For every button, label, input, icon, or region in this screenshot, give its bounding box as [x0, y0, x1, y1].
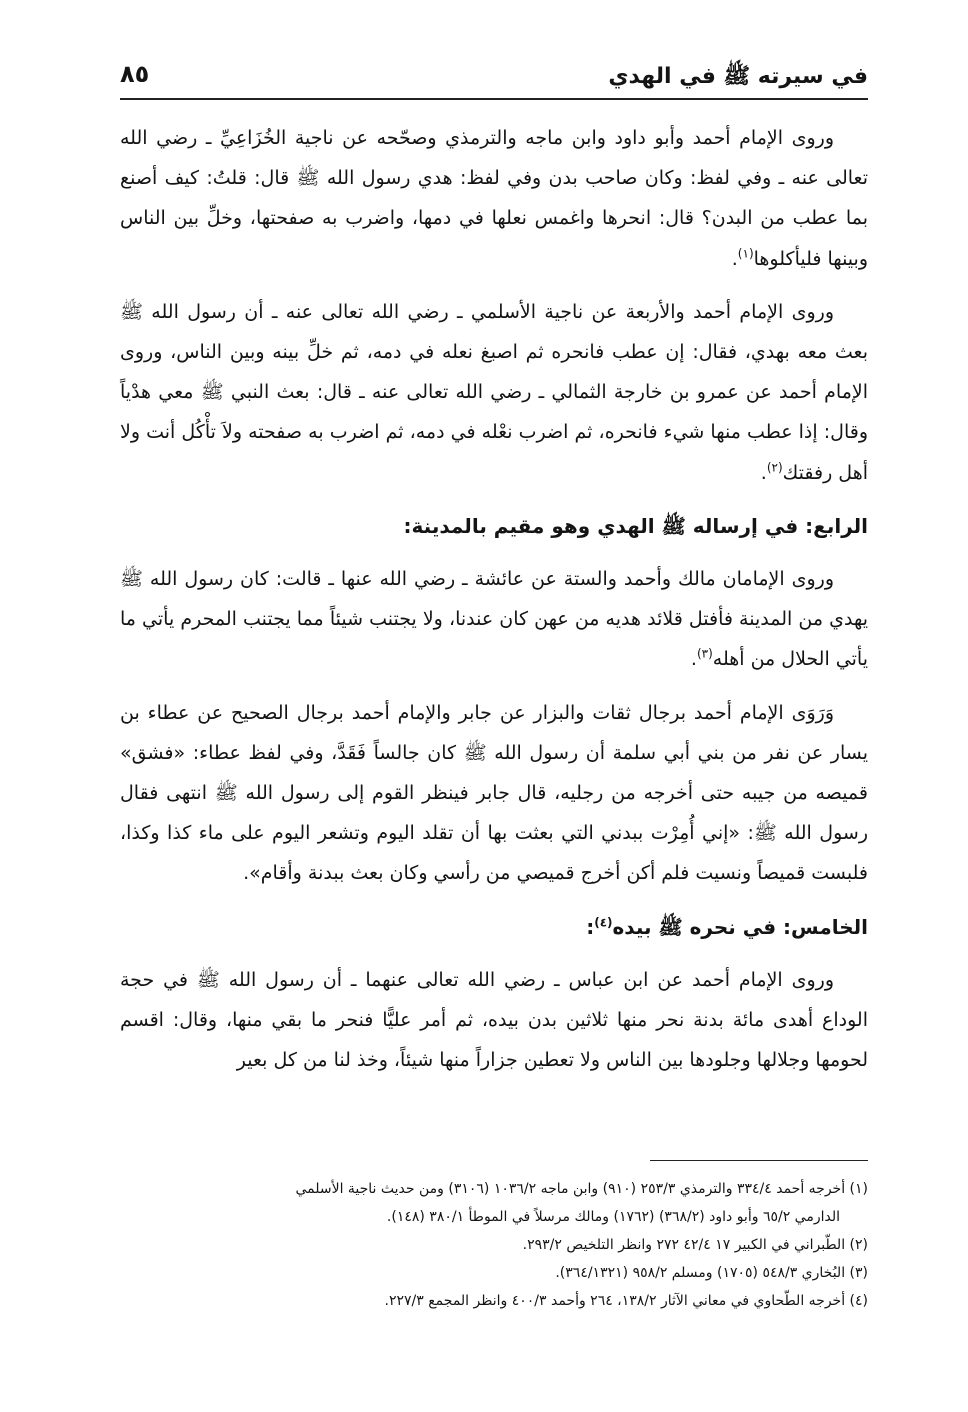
running-header — [120, 56, 868, 100]
paragraph-3-end: . — [690, 648, 697, 671]
paragraph-1-text: وروى الإمام أحمد وأبو داود وابن ماجه والترمذي وصحّحه عن ناجية الخُزَاعِيِّ ـ رضي الله تعالى عنه ـ وفي لفظ: وكان صاحب بدن وفي لفظ: هدي رسول الله ﷺ قال: قلتُ: كيف أصنع بما عطب من البدن؟ قال: انحرها واغمس نعلها في دمها، واضرب به صفحتها، وخلِّ بين الناس وبينها فليأكلوها — [120, 127, 868, 270]
footnote-1-continuation: الدارمي ٦٥/٢ وأبو داود (٣٦٨/٢) (١٧٦٢) ومالك مرسلاً في الموطأ ٣٨٠/١ (١٤٨). — [386, 1209, 840, 1225]
footnote-4: (٤) أخرجه الطّحاوي في معاني الآثار ١٣٨/٢، ٢٦٤ وأحمد ٤٠٠/٣ وانظر المجمع ٢٢٧/٣. — [384, 1293, 868, 1309]
footnotes — [120, 1175, 868, 1315]
paragraph-5-text: وروى الإمام أحمد عن ابن عباس ـ رضي الله تعالى عنهما ـ أن رسول الله ﷺ في حجة الوداع أهدى مائة بدنة نحر منها ثلاثين بدن بيده، ثم أمر عليًّا فنحر ما بقي منها، وقال: اقسم لحومها وجلالها وجلودها بين الناس ولا تعطين جزاراً منها شيئاً، وخذ لنا من كل بعير — [120, 968, 868, 1072]
main-text — [120, 118, 868, 1093]
footnote-ref-1: (١) — [737, 246, 754, 261]
section-heading-fourth: الرابع: في إرساله ﷺ الهدي وهو مقيم بالمدينة: — [403, 513, 868, 538]
paragraph-2-end: . — [760, 461, 767, 484]
paragraph-3 — [120, 559, 868, 680]
header-title: في سيرته ﷺ في الهدي — [608, 64, 868, 89]
header-rule — [120, 98, 868, 100]
page-number: ٨٥ — [120, 60, 150, 88]
footnote-ref-2: (٢) — [766, 460, 783, 475]
footnote-1: (١) أخرجه أحمد ٣٣٤/٤ والترمذي ٢٥٣/٣ (٩١٠) وابن ماجه ١٠٣٦/٢ (٣١٠٦) ومن حديث ناجية الأسلمي — [295, 1181, 868, 1197]
footnote-ref-4: (٤) — [594, 915, 613, 929]
section-heading-fifth — [120, 907, 868, 947]
paragraph-2 — [120, 292, 868, 493]
footnote-separator — [650, 1160, 868, 1161]
paragraph-1 — [120, 118, 868, 279]
paragraph-3-text: وروى الإمامان مالك وأحمد والستة عن عائشة ـ رضي الله عنها ـ قالت: كان رسول الله ﷺ يهدي من المدينة فأفتل قلائد هديه من عهن كان عندنا، ولا يجتنب شيئاً مما يجتنب المحرم يأتي ما يأتي الحلال من أهله — [120, 568, 868, 671]
footnote-ref-3: (٣) — [696, 647, 713, 662]
section-heading-fifth-end: : — [586, 914, 595, 939]
paragraph-4-text: وَرَوَى الإمام أحمد برجال ثقات والبزار عن جابر والإمام أحمد برجال الصحيح عن عطاء بن يسار عن نفر من بني أبي سلمة أن رسول الله ﷺ كان جالساً فَقَدَّ، وفي لفظ عطاء: «فشق» قميصه من جيبه حتى أخرجه من رجليه، قال جابر فينظر القوم إلى رسول الله ﷺ انتهى فقال رسول الله ﷺ: «إني أُمِرْت ببدني التي بعثت بها أن تقلد اليوم وتشعر اليوم على ماء كذا وكذا، فلبست قميصاً ونسيت فلم أكن أخرج قميصي من رأسي وكان بعث ببدنة وأقام». — [120, 701, 868, 885]
paragraph-4 — [120, 693, 868, 894]
paragraph-2-text: وروى الإمام أحمد والأربعة عن ناجية الأسلمي ـ رضي الله تعالى عنه ـ أن رسول الله ﷺ بعث معه بهدي، فقال: إن عطب فانحره ثم اصبغ نعله في دمه، ثم خلِّ بينه وبين الناس، وروى الإمام أحمد عن عمرو بن خارجة الثمالي ـ رضي الله تعالى عنه ـ قال: بعث النبي ﷺ معي هدْياً وقال: إذا عطب منها شيء فانحره، ثم اضرب نعْله في دمه، ثم اضرب به صفحته ولاَ تأْكُل أنت ولا أهل رفقتك — [120, 300, 868, 484]
paragraph-1-end: . — [731, 247, 738, 270]
footnote-3: (٣) البُخاري ٥٤٨/٣ (١٧٠٥) ومسلم ٩٥٨/٢ (٣٦٤/١٣٢١). — [555, 1265, 868, 1281]
footnote-2: (٢) الطّبراني في الكبير ١٧ ٤٢/٤ ٢٧٢ وانظر التلخيص ٢٩٣/٢. — [522, 1237, 868, 1253]
paragraph-5 — [120, 960, 868, 1081]
section-heading-fifth-text: الخامس: في نحره ﷺ بيده — [612, 914, 868, 939]
